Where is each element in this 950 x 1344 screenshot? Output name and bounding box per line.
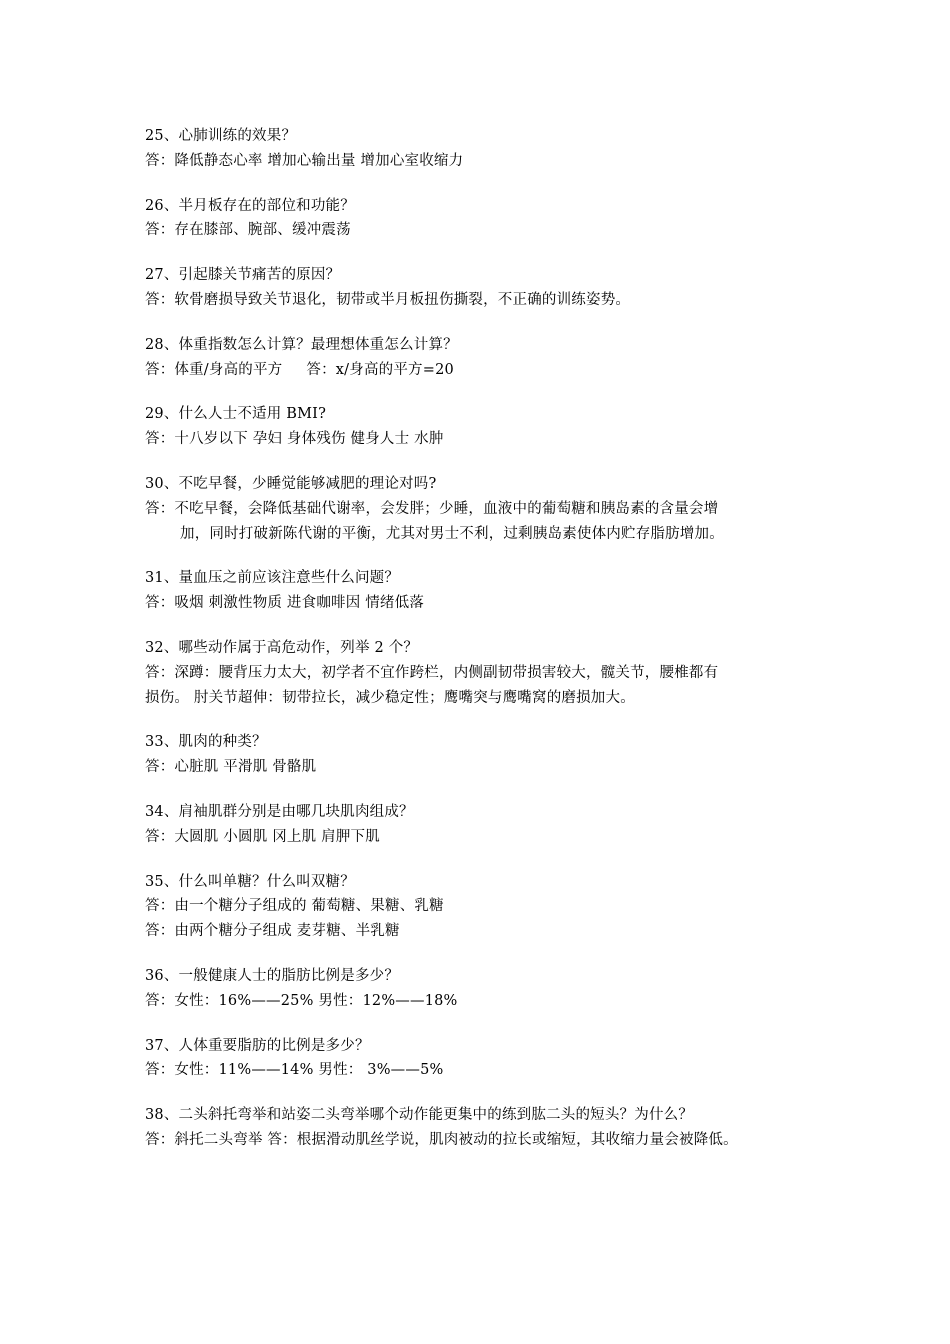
answer-text: 答：降低静态心率 增加心输出量 增加心室收缩力 — [145, 152, 464, 169]
question-text: 25、心肺训练的效果？ — [145, 128, 297, 144]
question-text: 31、量血压之前应该注意些什么问题？ — [145, 570, 400, 587]
answer-line — [145, 358, 835, 383]
question-text: 29、什么人士不适用 BMI? — [145, 406, 327, 423]
answer-text: 答：吸烟 刺激性物质 进食咖啡因 情绪低落 — [145, 595, 425, 612]
answer-text-line-2: 答：由两个糖分子组成 麦芽糖、半乳糖 — [145, 923, 400, 940]
qa-item-33 — [145, 730, 835, 780]
qa-item-36 — [145, 964, 835, 1014]
qa-item-29 — [145, 402, 835, 452]
question-text: 33、肌肉的种类？ — [145, 734, 267, 751]
question-text: 28、体重指数怎么计算？最理想体重怎么计算？ — [145, 336, 458, 353]
answer-continuation: 加，同时打破新陈代谢的平衡，尤其对男士不利，过剩胰岛素使体内贮存脂肪增加。 — [180, 525, 724, 542]
answer-text: 答：心脏肌 平滑肌 骨骼肌 — [145, 759, 317, 776]
qa-item-35 — [145, 870, 835, 944]
answer-text: 答：女性：11%——14% 男性： 3%——5% — [145, 1062, 444, 1079]
qa-item-27 — [145, 263, 835, 313]
qa-item-38 — [145, 1103, 835, 1153]
question-text: 30、不吃早餐，少睡觉能够减肥的理论对吗? — [145, 475, 437, 492]
question-text: 34、肩袖肌群分别是由哪几块肌肉组成？ — [145, 803, 414, 820]
answer-text: 答：不吃早餐，会降低基础代谢率，会发胖；少睡，血液中的葡萄糖和胰岛素的含量会增 — [145, 500, 719, 517]
qa-item-34 — [145, 800, 835, 850]
qa-item-25 — [145, 124, 835, 174]
qa-item-28 — [145, 333, 835, 383]
answer-text: 答：十八岁以下 孕妇 身体残伤 健身人士 水肿 — [145, 431, 444, 448]
question-text: 36、一般健康人士的脂肪比例是多少？ — [145, 967, 400, 984]
question-text: 26、半月板存在的部位和功能？ — [145, 197, 355, 214]
question-text: 38、二头斜托弯举和站姿二头弯举哪个动作能更集中的练到肱二头的短头？为什么？ — [145, 1107, 694, 1124]
document-page — [145, 124, 835, 1173]
answer-text-line-2: 损伤。 肘关节超伸：韧带拉长，减少稳定性；鹰嘴突与鹰嘴窝的磨损加大。 — [145, 689, 635, 706]
question-text: 32、哪些动作属于高危动作，列举 2 个？ — [145, 639, 419, 656]
question-text: 37、人体重要脂肪的比例是多少？ — [145, 1037, 370, 1054]
answer-text: 答：x/身高的平方=20 — [306, 361, 454, 378]
qa-item-32 — [145, 636, 835, 710]
qa-item-37 — [145, 1034, 835, 1084]
answer-text: 答：存在膝部、腕部、缓冲震荡 — [145, 222, 351, 239]
answer-text: 答：女性：16%——25% 男性：12%——18% — [145, 992, 458, 1009]
question-text: 27、引起膝关节痛苦的原因？ — [145, 267, 341, 284]
qa-item-30 — [145, 472, 835, 546]
question-text: 35、什么叫单糖？什么叫双糖？ — [145, 873, 355, 890]
answer-text: 答：深蹲：腰背压力太大，初学者不宜作跨栏，内侧副韧带损害较大，髋关节，腰椎都有 — [145, 664, 719, 681]
answer-text: 答：大圆肌 小圆肌 冈上肌 肩胛下肌 — [145, 828, 380, 845]
answer-text: 答：斜托二头弯举 答：根据滑动肌丝学说，肌肉被动的拉长或缩短，其收缩力量会被降低。 — [145, 1131, 738, 1148]
answer-text: 答：由一个糖分子组成的 葡萄糖、果糖、乳糖 — [145, 898, 444, 915]
answer-text: 答：体重/身高的平方 — [145, 361, 283, 378]
answer-text: 答：软骨磨损导致关节退化，韧带或半月板扭伤撕裂，不正确的训练姿势。 — [145, 291, 631, 308]
qa-item-26 — [145, 194, 835, 244]
qa-item-31 — [145, 566, 835, 616]
